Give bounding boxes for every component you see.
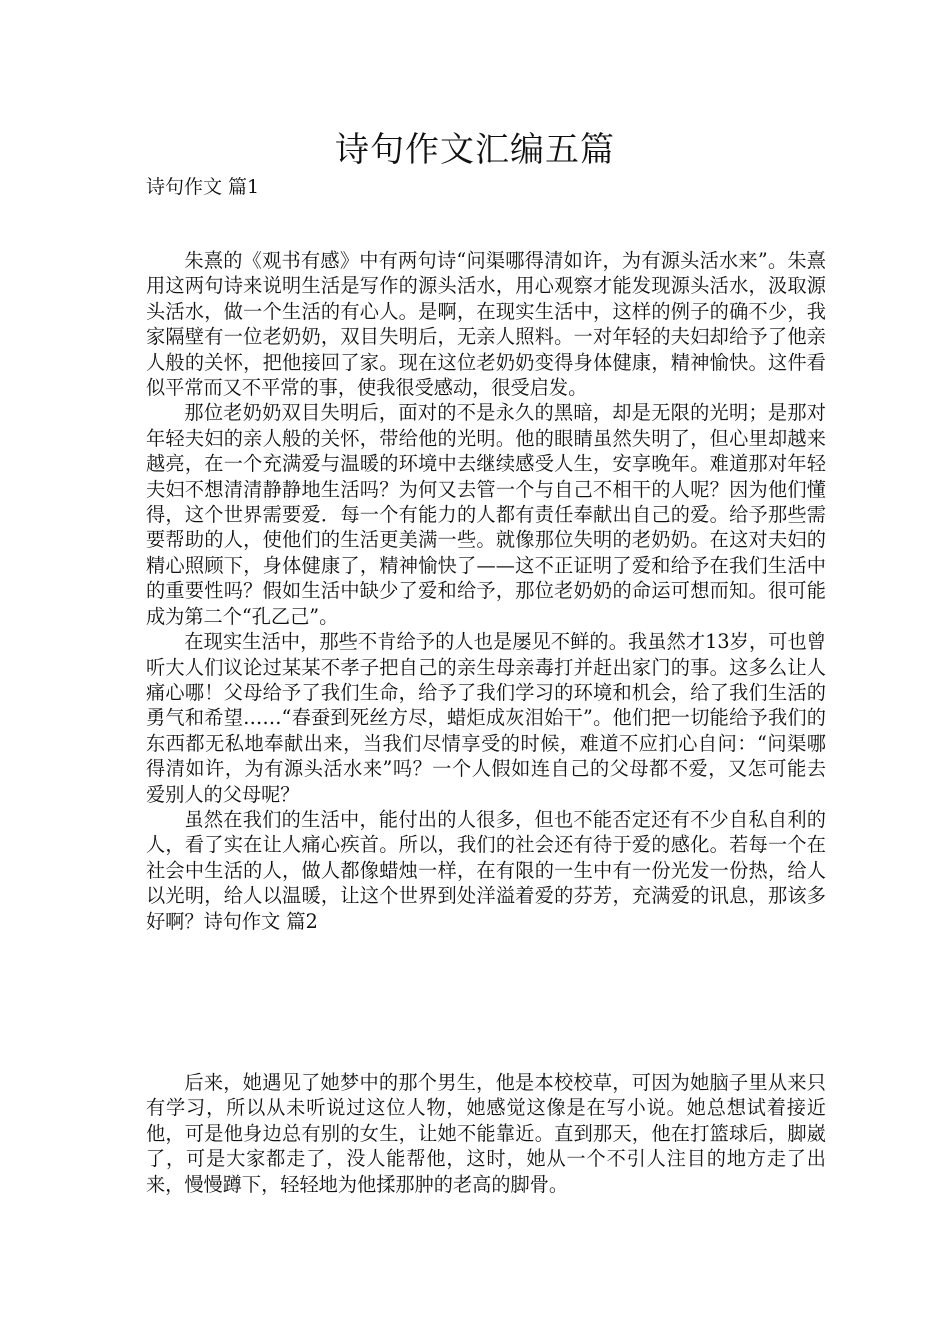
section-1-paragraph-3: 在现实生活中，那些不肯给予的人也是屡见不鲜的。我虽然才13岁，可也曾听大人们议论过某某不孝子把自己的亲生母亲毒打并赶出家门的事。这多么让人痛心哪！父母给予了我们生命，给予了我们学习的环境和机会，给了我们生活的勇气和希望……“春蚕到死丝方尽，蜡炬成灰泪始干”。他们把一切能给予我们的东西都无私地奉献出来，当我们尽情享受的时候，难道不应扪心自问：“问渠哪得清如许，为有源头活水来”吗？一个人假如连自己的父母都不爱，又怎可能去爱别人的父母呢？ <box>146 630 826 806</box>
section-2-paragraph-1: 后来，她遇见了她梦中的那个男生，他是本校校草，可因为她脑子里从来只有学习，所以从未听说过这位人物，她感觉这像是在写小说。她总想试着接近他，可是他身边总有别的女生，让她不能靠近。直到那天，他在打篮球后，脚崴了，可是大家都走了，没人能帮他，这时，她从一个不引人注目的地方走了出来，慢慢蹲下，轻轻地为他揉那肿的老高的脚骨。 <box>146 1071 826 1196</box>
section-2-heading: 诗句作文 篇2 <box>203 909 318 933</box>
section-1-paragraph-4-text: 虽然在我们的生活中，能付出的人很多，但也不能否定还有不少自私自利的人，看了实在让人痛心疾首。所以，我们的社会还有待于爱的感化。若每一个在社会中生活的人，做人都像蜡烛一样，在有限的一生中有一份光发一份热，给人以光明，给人以温暖，让这个世界到处洋溢着爱的芬芳，充满爱的讯息，那该多好啊？ <box>146 807 826 933</box>
section-1-body <box>146 248 826 934</box>
section-1-paragraph-2: 那位老奶奶双目失明后，面对的不是永久的黑暗，却是无限的光明；是那对年轻夫妇的亲人般的关怀，带给他的光明。他的眼睛虽然失明了，但心里却越来越亮，在一个充满爱与温暖的环境中去继续感受人生，安享晚年。难道那对年轻夫妇不想清清静静地生活吗？为何又去管一个与自己不相干的人呢？因为他们懂得，这个世界需要爱．每一个有能力的人都有责任奉献出自己的爱。给予那些需要帮助的人，使他们的生活更美满一些。就像那位失明的老奶奶。在这对夫妇的精心照顾下，身体健康了，精神愉快了——这不正证明了爱和给予在我们生活中的重要性吗？假如生活中缺少了爱和给予，那位老奶奶的命运可想而知。很可能成为第二个“孔乙己”。 <box>146 401 826 628</box>
section-2-body <box>146 1070 826 1197</box>
section-1-paragraph-1: 朱熹的《观书有感》中有两句诗“问渠哪得清如许，为有源头活水来”。朱熹用这两句诗来说明生活是写作的源头活水，用心观察才能发现源头活水，汲取源头活水，做一个生活的有心人。是啊，在现实生活中，这样的例子的确不少，我家隔壁有一位老奶奶，双目失明后，无亲人照料。一对年轻的夫妇却给予了他亲人般的关怀，把他接回了家。现在这位老奶奶变得身体健康，精神愉快。这件看似平常而又不平常的事，使我很受感动，很受启发。 <box>146 249 826 400</box>
section-1-paragraph-4 <box>146 807 826 934</box>
document-title: 诗句作文汇编五篇 <box>335 130 615 170</box>
section-1-heading: 诗句作文 篇1 <box>146 176 260 198</box>
